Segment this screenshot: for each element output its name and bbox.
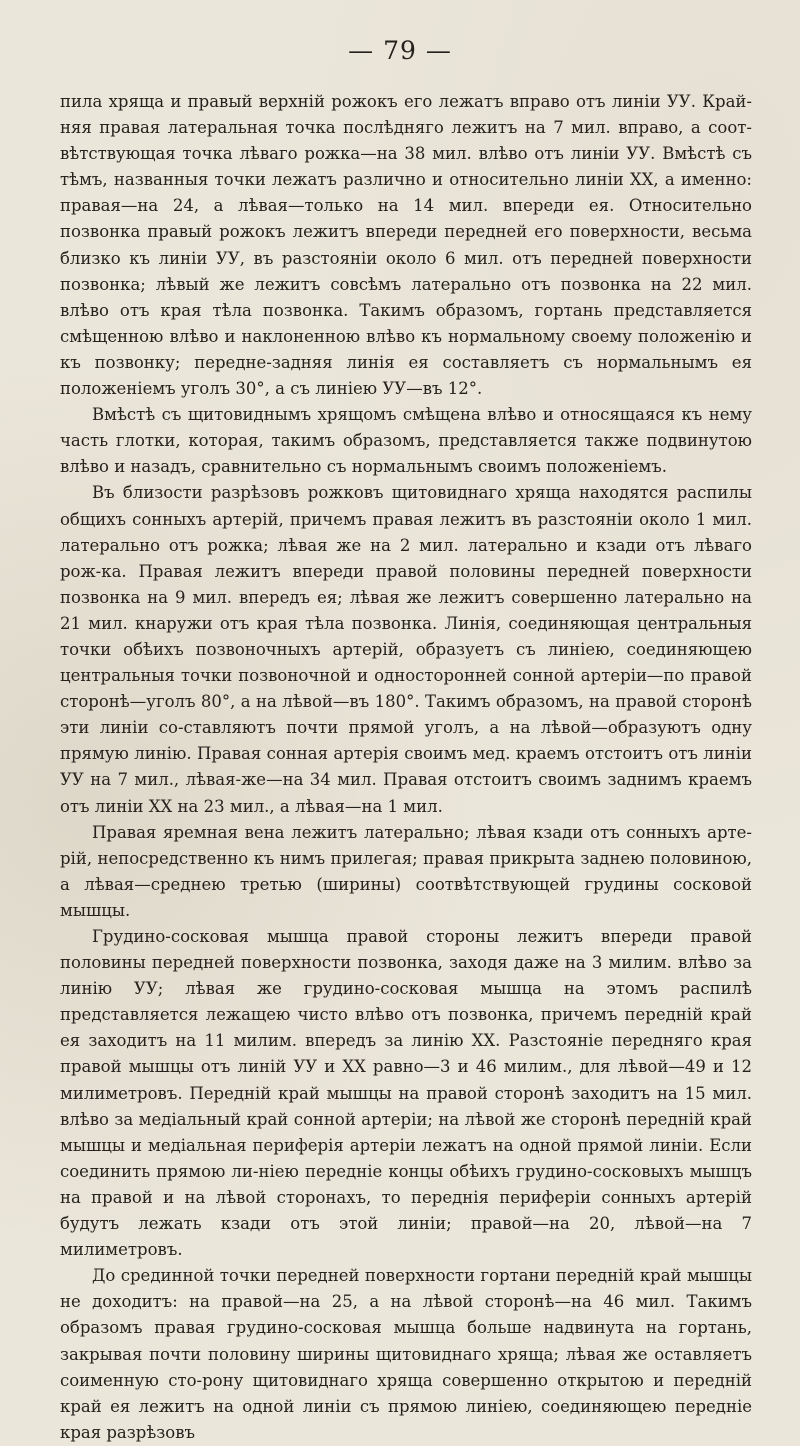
page-number: — 79 — (348, 36, 452, 65)
paragraph: Въ близости разрѣзовъ рожковъ щитовиднаго хряща находятся распилы общихъ сонныхъ артерій, причемъ правая лежитъ въ разстояніи около 1 мил. латерально отъ рожка; лѣвая же на 2 мил. латерально и кзади отъ лѣваго рож-ка. Правая лежитъ впереди правой половины передней поверхности позвонка на 9 мил. впередъ ея; лѣвая же лежитъ совершенно латерально на 21 мил. кнаружи отъ края тѣла позвонка. Линія, соединяющая центральныя точки обѣихъ позвоночныхъ артерій, образуетъ съ линіею, соединяющею центральныя точки позвоночной и односторонней сонной артеріи—по правой сторонѣ—уголъ 80°, а на лѣвой—въ 180°. Такимъ образомъ, на правой сторонѣ эти линіи со-ставляютъ почти прямой уголъ, а на лѣвой—образуютъ одну прямую линію. Правая сонная артерія своимъ мед. краемъ отстоитъ отъ линіи УУ на 7 мил., лѣвая-же—на 34 мил. Правая отстоитъ своимъ заднимъ краемъ отъ линіи ХХ на 23 мил., а лѣвая—на 1 мил. (60, 483, 752, 816)
body-text (60, 89, 752, 1446)
paragraph: пила хряща и правый верхній рожокъ его лежатъ вправо отъ линіи УУ. Край-няя правая латеральная точка послѣдняго лежитъ на 7 мил. вправо, а соот-вѣтствующая точка лѣваго рожка—на 38 мил. влѣво отъ линіи УУ. Вмѣстѣ съ тѣмъ, названныя точки лежатъ различно и относительно линіи ХХ, а именно: правая—на 24, а лѣвая—только на 14 мил. впереди ея. Относительно позвонка правый рожокъ лежитъ впереди передней его поверхности, весьма близко къ линіи УУ, въ разстояніи около 6 мил. отъ передней поверхности позвонка; лѣвый же лежитъ совсѣмъ латерально отъ позвонка на 22 мил. влѣво отъ края тѣла позвонка. Такимъ образомъ, гортань представляется смѣщенною влѣво и наклоненною влѣво къ нормальному своему положенію и къ позвонку; передне-задняя линія ея составляетъ съ нормальнымъ ея положеніемъ уголъ 30°, а съ линіею УУ—въ 12°. (60, 92, 752, 399)
paragraph: Вмѣстѣ съ щитовиднымъ хрящомъ смѣщена влѣво и относящаяся къ нему часть глотки, которая, такимъ образомъ, представляется также подвинутою влѣво и назадъ, сравнительно съ нормальнымъ своимъ положеніемъ. (60, 405, 752, 477)
paragraph: До срединной точки передней поверхности гортани передній край мышцы не доходитъ: на правой—на 25, а на лѣвой сторонѣ—на 46 мил. Такимъ образомъ правая грудино-сосковая мышца больше надвинута на гортань, закрывая почти половину ширины щитовиднаго хряща; лѣвая же оставляетъ соименную сто-рону щитовиднаго хряща совершенно открытою и передній край ея лежитъ на одной линіи съ прямою линіею, соединяющею передніе края разрѣзовъ (60, 1266, 752, 1442)
paragraph: Грудино-сосковая мышца правой стороны лежитъ впереди правой половины передней поверхности позвонка, заходя даже на 3 милим. влѣво за линію УУ; лѣвая же грудино-сосковая мышца на этомъ распилѣ представляется лежащею чисто влѣво отъ позвонка, причемъ передній край ея заходитъ на 11 милим. впередъ за линію ХХ. Разстояніе передняго края правой мышцы отъ линій УУ и ХХ равно—3 и 46 милим., для лѣвой—49 и 12 милиметровъ. Передній край мышцы на правой сторонѣ заходитъ на 15 мил. влѣво за медіальный край сонной артеріи; на лѣвой же сторонѣ передній край мышцы и медіальная периферія артеріи лежатъ на одной прямой линіи. Если соединить прямою ли-ніею передніе концы обѣихъ грудино-сосковыхъ мышцъ на правой и на лѣвой сторонахъ, то переднія периферіи сонныхъ артерій будутъ лежать кзади отъ этой линіи; правой—на 20, лѣвой—на 7 милиметровъ. (60, 927, 752, 1260)
paragraph: Правая яремная вена лежитъ латерально; лѣвая кзади отъ сонныхъ арте-рій, непосредственно къ нимъ прилегая; правая прикрыта заднею половиною, а лѣвая—среднею третью (ширины) соотвѣтствующей грудины сосковой мышцы. (60, 822, 752, 920)
